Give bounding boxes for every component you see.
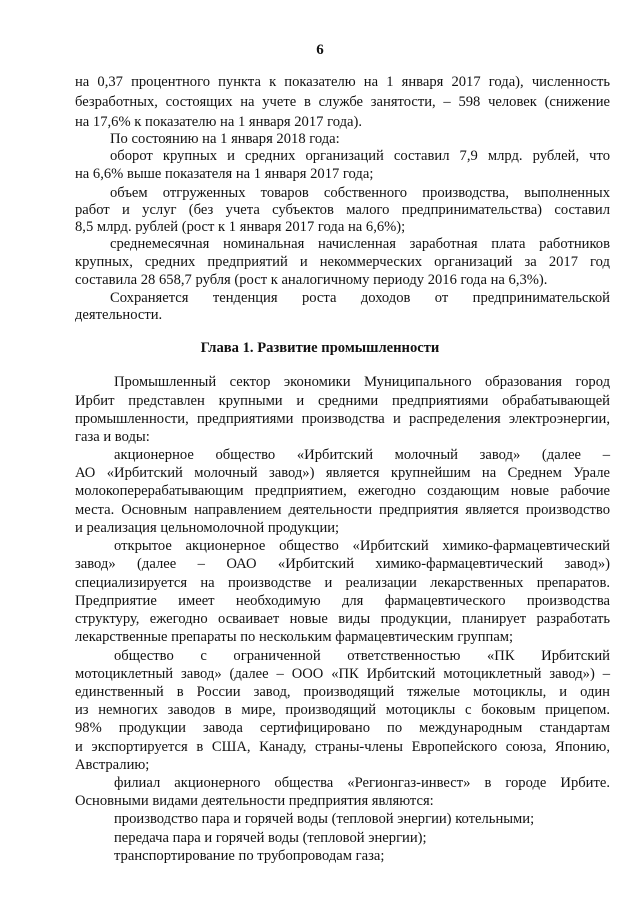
text-line: газа и воды: (75, 429, 150, 445)
text-line: места. Основным направлением деятельности предприятия является производство (75, 502, 610, 518)
text-line: и реализация цельномолочной продукции; (75, 520, 340, 536)
text-line: Предприятие имеет необходимую для фармацевтического производства (75, 593, 610, 609)
text-line: производство пара и горячей воды (тепловой энергии) котельными; (114, 811, 535, 827)
text-line: и экспортируется в США, Канаду, страны-члены Европейского союза, Японию, (75, 739, 610, 755)
text-line: филиал акционерного общества «Регионгаз-инвест» в городе Ирбите. (114, 775, 610, 791)
text-line: единственный в России завод, производящий тяжелые мотоциклы, и один (75, 684, 610, 700)
text-line: деятельности. (75, 307, 163, 323)
text-line: на 17,6% к показателю на 1 января 2017 года). (75, 114, 363, 130)
text-line: Ирбит представлен крупными и средними предприятиями обрабатывающей (75, 393, 610, 409)
text-line: 98% продукции завода сертифицировано по международным стандартам (75, 720, 610, 736)
text-line: на 0,37 процентного пункта к показателю на 1 января 2017 года), численность (75, 74, 610, 90)
text-line: транспортирование по трубопроводам газа; (114, 848, 385, 864)
text-line: оборот крупных и средних организаций составил 7,9 млрд. рублей, что (110, 148, 610, 164)
text-line: на 6,6% выше показателя на 1 января 2017 года; (75, 166, 374, 182)
text-line: промышленности, предприятиями производства и распределения электроэнергии, (75, 411, 610, 427)
text-line: работ и услуг (без учета субъектов малого предпринимательства) составил (75, 202, 610, 218)
text-line: специализируется на производстве и реализации лекарственных препаратов. (75, 575, 610, 591)
text-line: структуру, ежегодно осваивает новые виды продукции, планирует разработать (75, 611, 610, 627)
text-line: составила 28 658,7 рубля (рост к аналогичному периоду 2016 года на 6,3%). (75, 272, 548, 288)
text-line: Основными видами деятельности предприятия являются: (75, 793, 434, 809)
page-number: 6 (316, 42, 324, 58)
text-line: крупных, средних предприятий и некоммерческих организаций за 2017 год (75, 254, 610, 270)
text-line: Сохраняется тенденция роста доходов от предпринимательской (110, 290, 610, 306)
text-line: молокоперерабатывающим предприятием, ежегодно создающим новые рабочие (75, 483, 610, 499)
text-line: мотоциклетный завод» (далее – ООО «ПК Ирбитский мотоциклетный завод») – (75, 666, 610, 682)
text-line: 8,5 млрд. рублей (рост к 1 января 2017 года на 6,6%); (75, 219, 406, 235)
text-line: Австралию; (75, 757, 150, 773)
text-line: завод» (далее – ОАО «Ирбитский химико-фармацевтический завод») (75, 556, 610, 572)
text-line: открытое акционерное общество «Ирбитский химико-фармацевтический (114, 538, 610, 554)
chapter-heading: Глава 1. Развитие промышленности (200, 340, 440, 356)
text-line: безработных, состоящих на учете в службе занятости, – 598 человек (снижение (75, 94, 610, 110)
text-line: АО «Ирбитский молочный завод») является крупнейшим на Среднем Урале (75, 465, 610, 481)
text-line: из немногих заводов в мире, производящий мотоциклы с боковым прицепом. (75, 702, 610, 718)
text-line: Промышленный сектор экономики Муниципального образования город (114, 374, 610, 390)
text-line: среднемесячная номинальная начисленная заработная плата работников (110, 236, 610, 252)
text-line: общество с ограниченной ответственностью «ПК Ирбитский (114, 648, 610, 664)
text-line: объем отгруженных товаров собственного производства, выполненных (110, 185, 610, 201)
text-line: акционерное общество «Ирбитский молочный завод» (далее – (114, 447, 610, 463)
text-line: По состоянию на 1 января 2018 года: (110, 131, 340, 147)
text-line: лекарственные препараты по нескольким фармацевтическим группам; (75, 629, 514, 645)
text-line: передача пара и горячей воды (тепловой энергии); (114, 830, 427, 846)
